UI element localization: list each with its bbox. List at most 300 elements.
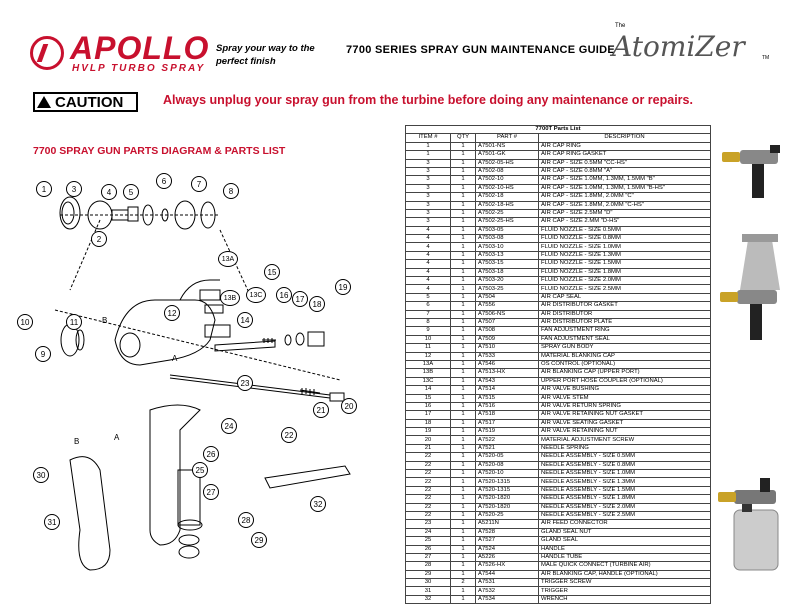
table-row [406,495,711,503]
table-cell: 1 [451,243,476,251]
table-cell: AIR CAP - SIZE 2.5MM "D" [539,209,711,217]
table-cell: GLAND SEAL NUT [539,528,711,536]
table-header-cell: DESCRIPTION [539,134,711,142]
table-cell: 5 [406,293,451,301]
gun-photo-1 [722,145,780,198]
table-row [406,209,711,217]
diagram-letter-b: B [74,437,80,446]
table-cell: 1 [451,436,476,444]
caution-label: CAUTION [55,93,124,111]
diagram-letter-a: A [172,354,178,363]
table-cell: A7514 [476,386,539,394]
callout-13c: 13C [246,287,266,303]
table-cell: HANDLE [539,545,711,553]
brand-subtitle: HVLP TURBO SPRAY [72,63,206,74]
callout-16: 16 [276,287,292,303]
table-cell: 20 [406,436,451,444]
table-cell: 1 [451,201,476,209]
table-row [406,553,711,561]
callout-29: 29 [251,532,267,548]
table-row [406,268,711,276]
table-cell: 1 [451,545,476,553]
table-cell: A7522 [476,436,539,444]
table-cell: 15 [406,394,451,402]
table-cell: A7517 [476,419,539,427]
table-row [406,503,711,511]
callout-32: 32 [310,496,326,512]
table-cell: 1 [451,318,476,326]
table-cell: 11 [406,344,451,352]
table-cell: FLUID NOZZLE - SIZE 1.5MM [539,260,711,268]
table-cell: NEEDLE ASSEMBLY - SIZE 1.3MM [539,478,711,486]
table-cell: A7534 [476,595,539,603]
table-cell: 18 [406,419,451,427]
table-cell: NEEDLE SPRING [539,444,711,452]
table-cell: AIR CAP - SIZE 1.0MM, 1.3MM, 1.5MM "B-HS" [539,184,711,192]
table-row [406,369,711,377]
table-cell: AIR VALVE BUSHING [539,386,711,394]
table-cell: 1 [406,142,451,150]
table-cell: 22 [406,470,451,478]
table-cell: 1 [451,553,476,561]
table-cell: 1 [451,302,476,310]
table-cell: MALE QUICK CONNECT (TURBINE AIR) [539,562,711,570]
table-cell: 1 [451,360,476,368]
callout-7: 7 [191,176,207,192]
table-cell: A7502-25-HS [476,218,539,226]
atomizer-tm: TM [762,55,770,61]
table-row [406,193,711,201]
table-row [406,428,711,436]
table-row [406,377,711,385]
table-row [406,461,711,469]
table-cell: A7520-1820 [476,495,539,503]
table-cell: 1 [451,587,476,595]
callout-20: 20 [341,398,357,414]
callout-2: 2 [91,231,107,247]
table-cell: 27 [406,553,451,561]
table-cell: 1 [451,218,476,226]
brand-name: APOLLO [70,30,210,66]
table-cell: 1 [451,369,476,377]
table-cell: A7503-15 [476,260,539,268]
table-cell: AIR DISTRIBUTOR GASKET [539,302,711,310]
table-cell: FLUID NOZZLE - SIZE 1.0MM [539,243,711,251]
table-cell: 1 [451,335,476,343]
table-row [406,293,711,301]
table-cell: NEEDLE ASSEMBLY - SIZE 1.8MM [539,495,711,503]
table-cell: 1 [451,235,476,243]
table-cell: 4 [406,243,451,251]
table-cell: 1 [451,142,476,150]
table-cell: A7503-13 [476,251,539,259]
table-cell: A7503-18 [476,268,539,276]
table-cell: A7520-1820 [476,503,539,511]
table-cell: 1 [451,167,476,175]
table-row [406,478,711,486]
callout-10: 10 [17,314,33,330]
table-cell: A7520-10 [476,470,539,478]
table-cell: 1 [451,184,476,192]
table-cell: 1 [451,428,476,436]
gun-photo-3 [718,478,778,570]
table-cell: 1 [451,595,476,603]
table-row [406,419,711,427]
table-cell: A7520-1315 [476,478,539,486]
table-cell: A7502-10-HS [476,184,539,192]
table-cell: 26 [406,545,451,553]
table-cell: A7513-HX [476,369,539,377]
table-row [406,537,711,545]
table-header-row [406,134,711,142]
table-row [406,394,711,402]
table-cell: A7502-10 [476,176,539,184]
table-cell: A7503-20 [476,277,539,285]
callout-19: 19 [335,279,351,295]
table-cell: 22 [406,511,451,519]
table-cell: 29 [406,570,451,578]
table-cell: A7527 [476,537,539,545]
table-cell: NEEDLE ASSEMBLY - SIZE 1.0MM [539,470,711,478]
table-cell: 12 [406,352,451,360]
table-row [406,520,711,528]
table-cell: 19 [406,428,451,436]
callout-5: 5 [123,184,139,200]
table-cell: A7510 [476,344,539,352]
table-row [406,260,711,268]
table-cell: 1 [451,209,476,217]
table-cell: NEEDLE ASSEMBLY - SIZE 2.0MM [539,503,711,511]
table-cell: A7507 [476,318,539,326]
table-row [406,436,711,444]
table-cell: 22 [406,486,451,494]
table-row [406,285,711,293]
table-row [406,570,711,578]
parts-diagram [0,160,400,615]
callout-30: 30 [33,467,49,483]
table-cell: 1 [451,386,476,394]
table-cell: NEEDLE ASSEMBLY - SIZE 1.5MM [539,486,711,494]
table-cell: SPRAY GUN BODY [539,344,711,352]
table-cell: MATERIAL BLANKING CAP [539,352,711,360]
callout-24: 24 [221,418,237,434]
table-cell: 1 [451,394,476,402]
table-cell: 21 [406,444,451,452]
table-cell: OS CONTROL (OPTIONAL) [539,360,711,368]
table-cell: NEEDLE ASSEMBLY - SIZE 2.5MM [539,511,711,519]
table-cell: A7531 [476,579,539,587]
caution-message: Always unplug your spray gun from the turbine before doing any maintenance or repairs. [163,93,693,107]
table-cell: A7520-1315 [476,486,539,494]
table-row [406,318,711,326]
table-row [406,251,711,259]
table-cell: 3 [406,201,451,209]
table-row [406,302,711,310]
table-row [406,444,711,452]
table-cell: AIR FEED CONNECTOR [539,520,711,528]
table-row [406,545,711,553]
table-cell: 13B [406,369,451,377]
table-cell: 1 [451,503,476,511]
caution-badge [33,92,138,112]
table-cell: AIR BLANKING CAP (UPPER PORT) [539,369,711,377]
table-cell: AIR VALVE RETAINING NUT [539,428,711,436]
table-row [406,352,711,360]
table-cell: 10 [406,335,451,343]
table-row [406,402,711,410]
table-cell: 1 [451,260,476,268]
table-cell: FLUID NOZZLE - SIZE 1.8MM [539,268,711,276]
table-cell: 1 [451,310,476,318]
table-cell: FLUID NOZZLE - SIZE 2.5MM [539,285,711,293]
table-cell: 22 [406,495,451,503]
table-cell: 22 [406,503,451,511]
table-cell: 4 [406,226,451,234]
table-cell: 13C [406,377,451,385]
table-cell: A7516 [476,402,539,410]
table-cell: 1 [451,470,476,478]
atomizer-the: The [615,23,626,29]
table-row [406,360,711,368]
callout-9: 9 [35,346,51,362]
table-cell: 1 [451,537,476,545]
table-cell: AIR VALVE RETAINING NUT GASKET [539,411,711,419]
table-row [406,335,711,343]
table-cell: 1 [451,151,476,159]
table-cell: A7533 [476,352,539,360]
table-cell: AIR CAP SEAL [539,293,711,301]
table-cell: 31 [406,587,451,595]
callout-27: 27 [203,484,219,500]
table-cell: 1 [451,478,476,486]
table-cell: A7518 [476,411,539,419]
table-row [406,587,711,595]
table-cell: 32 [406,595,451,603]
table-cell: 1 [451,352,476,360]
table-cell: AIR VALVE STEM [539,394,711,402]
table-cell: 1 [451,344,476,352]
table-cell: A7501-NS [476,142,539,150]
table-cell: 1 [451,327,476,335]
table-cell: FAN ADJUSTMENT RING [539,327,711,335]
table-cell: 1 [451,520,476,528]
table-cell: A7501-GK [476,151,539,159]
atomizer-wordmark: AtomiZer [612,30,745,63]
table-row [406,579,711,587]
table-cell: A7502-18 [476,193,539,201]
table-row [406,528,711,536]
table-cell: 1 [451,562,476,570]
table-cell: A7502-25 [476,209,539,217]
diagram-letter-b: B [102,316,108,325]
callout-18: 18 [309,296,325,312]
table-cell: 1 [451,495,476,503]
table-cell: 1 [451,277,476,285]
table-cell: FLUID NOZZLE - SIZE 1.3MM [539,251,711,259]
table-cell: A7544 [476,570,539,578]
brand-tagline: Spray your way to the perfect finish [216,43,315,67]
table-cell: A7515 [476,394,539,402]
table-cell: 4 [406,277,451,285]
table-cell: FLUID NOZZLE - SIZE 2.0MM [539,277,711,285]
table-header-cell: ITEM # [406,134,451,142]
table-cell: AIR CAP RING [539,142,711,150]
table-row [406,176,711,184]
table-cell: AIR VALVE RETURN SPRING [539,402,711,410]
table-row [406,327,711,335]
table-row [406,226,711,234]
table-cell: A7543 [476,377,539,385]
table-header-cell: PART # [476,134,539,142]
apollo-logo-icon [30,36,64,70]
table-cell: A7503-10 [476,243,539,251]
table-cell: A7528 [476,528,539,536]
table-row [406,142,711,150]
table-cell: A7520-08 [476,461,539,469]
table-cell: 1 [451,159,476,167]
table-cell: 1 [451,411,476,419]
table-cell: 1 [451,486,476,494]
table-cell: AIR CAP - SIZE 1.8MM, 2.0MM "C" [539,193,711,201]
table-row [406,184,711,192]
table-cell: AIR CAP - SIZE 0.5MM "CC-HS" [539,159,711,167]
table-cell: 1 [451,251,476,259]
table-row [406,386,711,394]
table-cell: AIR DISTRIBUTOR [539,310,711,318]
table-cell: A5226 [476,553,539,561]
callout-11: 11 [66,314,82,330]
table-row [406,486,711,494]
table-cell: 1 [451,193,476,201]
callout-8: 8 [223,183,239,199]
table-row [406,218,711,226]
table-row [406,310,711,318]
table-cell: 1 [451,511,476,519]
table-cell: AIR CAP - SIZE 1.8MM, 2.0MM "C-HS" [539,201,711,209]
table-cell: UPPER PORT HOSE COUPLER (OPTIONAL) [539,377,711,385]
table-cell: AIR DISTRIBUTOR PLATE [539,318,711,326]
callout-12: 12 [164,305,180,321]
table-row [406,151,711,159]
table-cell: 3 [406,193,451,201]
table-cell: 4 [406,260,451,268]
table-cell: NEEDLE ASSEMBLY - SIZE 0.8MM [539,461,711,469]
table-cell: A7556 [476,302,539,310]
table-cell: 4 [406,251,451,259]
table-row [406,167,711,175]
document-title: 7700 SERIES SPRAY GUN MAINTENANCE GUIDE [346,44,616,56]
callout-14: 14 [237,312,253,328]
table-cell: A7508 [476,327,539,335]
table-cell: 25 [406,537,451,545]
table-row [406,511,711,519]
table-row [406,159,711,167]
callout-25: 25 [192,462,208,478]
table-cell: FLUID NOZZLE - SIZE 0.8MM [539,235,711,243]
table-cell: 13A [406,360,451,368]
table-cell: 2 [451,579,476,587]
callout-23: 23 [237,375,253,391]
table-header-cell: QTY [451,134,476,142]
table-row [406,470,711,478]
table-cell: TRIGGER [539,587,711,595]
table-cell: 1 [406,151,451,159]
table-cell: 8 [406,318,451,326]
table-cell: NEEDLE ASSEMBLY - SIZE 0.5MM [539,453,711,461]
table-cell: A7502-08 [476,167,539,175]
table-cell: 1 [451,453,476,461]
table-cell: 1 [451,226,476,234]
table-cell: 16 [406,402,451,410]
callout-1: 1 [36,181,52,197]
table-cell: 30 [406,579,451,587]
table-row [406,344,711,352]
table-cell: 1 [451,293,476,301]
product-photos [712,130,802,600]
table-cell: A7526-HX [476,562,539,570]
table-row [406,595,711,603]
table-cell: 1 [451,444,476,452]
table-cell: A7509 [476,335,539,343]
table-row [406,411,711,419]
callout-4: 4 [101,184,117,200]
table-cell: 17 [406,411,451,419]
callout-28: 28 [238,512,254,528]
callout-6: 6 [156,173,172,189]
table-cell: 7 [406,310,451,318]
table-cell: AIR CAP - SIZE 1.0MM, 1.3MM, 1.5MM "B" [539,176,711,184]
table-cell: 1 [451,419,476,427]
table-cell: AIR BLANKING CAP, HANDLE (OPTIONAL) [539,570,711,578]
table-cell: 3 [406,218,451,226]
table-cell: 1 [451,268,476,276]
callout-26: 26 [203,446,219,462]
table-cell: 4 [406,235,451,243]
table-cell: 28 [406,562,451,570]
table-cell: 23 [406,520,451,528]
table-cell: AIR CAP RING GASKET [539,151,711,159]
table-cell: A7502-05-HS [476,159,539,167]
table-cell: A7506-NS [476,310,539,318]
callout-31: 31 [44,514,60,530]
table-cell: 1 [451,570,476,578]
table-cell: 22 [406,453,451,461]
table-cell: A7502-18-HS [476,201,539,209]
table-cell: A7524 [476,545,539,553]
table-cell: 9 [406,327,451,335]
table-row [406,277,711,285]
table-cell: AIR CAP - SIZE 2.MM "D-HS" [539,218,711,226]
warning-icon [37,96,51,108]
callout-22: 22 [281,427,297,443]
table-cell: 3 [406,176,451,184]
table-cell: A5211N [476,520,539,528]
table-cell: MATERIAL ADJUSTMENT SCREW [539,436,711,444]
table-cell: A7520-05 [476,453,539,461]
table-cell: 4 [406,285,451,293]
table-cell: AIR VALVE SEATING GASKET [539,419,711,427]
table-cell: GLAND SEAL [539,537,711,545]
table-cell: A7532 [476,587,539,595]
table-cell: 22 [406,478,451,486]
table-row [406,562,711,570]
callout-13b: 13B [220,290,240,306]
table-cell: A7503-08 [476,235,539,243]
table-cell: TRIGGER SCREW [539,579,711,587]
table-cell: A7504 [476,293,539,301]
table-cell: 22 [406,461,451,469]
callout-17: 17 [292,291,308,307]
